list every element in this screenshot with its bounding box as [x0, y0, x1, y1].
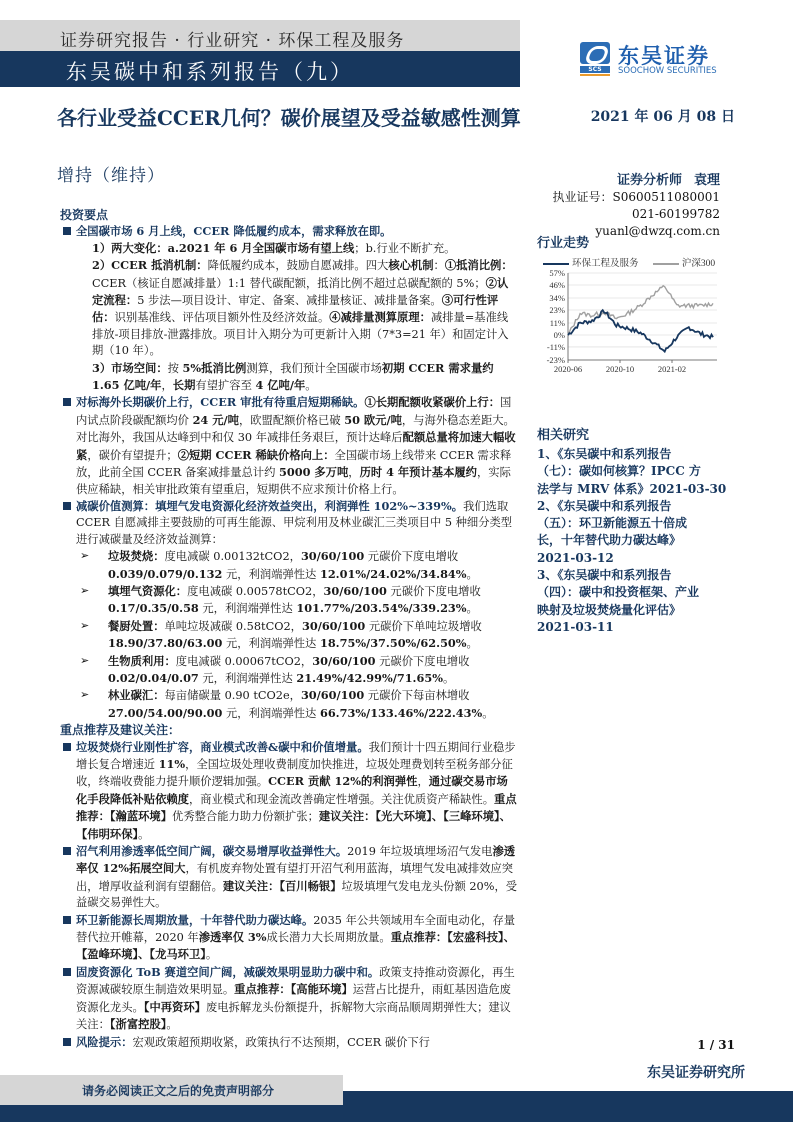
text-run: ： — [433, 259, 445, 273]
text-run: ；b.行业不断扩充。 — [354, 241, 456, 255]
recommend-point-1 — [60, 739, 518, 843]
text-run: 2）CCER 抵消机制： — [92, 258, 208, 273]
text-run: 4 亿吨/年 — [255, 378, 306, 393]
text-run: 66.73%/133.46%/222.43% — [319, 705, 483, 720]
risk-warning — [60, 1034, 518, 1051]
calc-item-forestry-carbon — [60, 687, 518, 722]
logo-en: SOOCHOW SECURITIES — [618, 66, 717, 76]
text-run: 30/60/100 — [300, 549, 365, 564]
text-run: ③可行性评估： — [92, 293, 499, 325]
text-run: 政策支持推动资源化，再生资源减碳较原生制造效果明显。 — [76, 965, 515, 997]
text-run — [76, 360, 518, 395]
text-run: 渗透率仅 3% — [198, 930, 267, 945]
legend-industry: 环保工程及服务 — [572, 259, 639, 269]
text-run: 元，利润端弹性达 — [222, 706, 320, 720]
text-run: 垃圾焚烧： — [108, 549, 165, 564]
footer-blue-bar-left — [0, 1105, 343, 1122]
text-run: 1）两大变化：a.2021 年 6 月全国碳市场有望上线 — [92, 240, 355, 255]
report-date: 2021 年 06 月 08 日 — [590, 109, 735, 125]
text-run: 元，利润端弹性达 — [222, 637, 320, 651]
text-run: 运营占比提升，雨虹基因造危废资源化龙头。 — [76, 983, 511, 1014]
logo-cn: 东吴证券 — [618, 44, 710, 68]
text-run: 30/60/100 — [301, 618, 366, 633]
trend-heading: 行业走势 — [537, 236, 590, 251]
text-run: 重点推荐：【瀚蓝环境】 — [76, 791, 517, 824]
text-run: 对标海外长期碳价上行，CCER 审批有待重启短期稀缺。 — [76, 395, 365, 410]
text-run: 国内试点阶段碳配额均价 — [76, 396, 512, 427]
related-report-line: 2021-03-12 — [537, 550, 614, 565]
text-run: 0.02/0.04/0.07 — [108, 670, 199, 685]
text-run: 5%抵消比例 — [182, 360, 247, 375]
text-run: 度电减碳 0.00132tCO2， — [164, 550, 301, 564]
text-run: 沼气利用渗透率低空间广阔，碳交易增厚收益弹性大。 — [76, 844, 348, 859]
text-run: 生物质利用： — [108, 653, 176, 668]
analyst-role: 证券分析师 — [616, 173, 682, 188]
text-run: ，欧盟配额价格已破 — [238, 413, 345, 427]
text-run: 建议关注：【百川畅银】 — [222, 878, 342, 893]
calc-item-waste-incineration — [60, 548, 518, 583]
text-run: 单吨垃圾减碳 0.58tCO2， — [164, 619, 302, 633]
text-run: 测算，我们预计全国碳市场 — [246, 361, 382, 375]
text-run: 。 — [466, 567, 478, 581]
text-run: 全国碳市场上线带来 CCER 需求释放，此前全国 CCER 备案减排量总计约 — [76, 448, 512, 480]
text-run: ，碳价有望提升； — [87, 448, 178, 462]
text-run: 渗透率仅 12%拓展空间大 — [76, 844, 516, 876]
text-run: 配额总量将加速大幅收紧 — [76, 430, 516, 462]
text-run: 度电减碳 0.00578tCO2， — [187, 584, 324, 598]
text-run: 18.90/37.80/63.00 — [108, 636, 223, 651]
investment-point-2 — [60, 394, 518, 497]
text-run: 50 欧元/吨 — [344, 412, 402, 427]
calc-item-landfill-gas — [60, 583, 518, 618]
related-report-line: 长，十年替代助力碳达峰》 — [537, 533, 682, 548]
text-run: ，实际供应稀缺，相关审批政策有望重启，短期供不应求预计价格上行。 — [76, 466, 511, 496]
related-report-line: 3、《东吴碳中和系列报告 — [537, 568, 672, 583]
text-run: ， — [417, 775, 429, 789]
analyst-info — [553, 172, 720, 240]
industry-trend-chart — [537, 255, 752, 375]
main-content — [60, 207, 518, 1051]
recommend-point-2 — [60, 843, 518, 912]
text-run: 餐厨处置： — [108, 618, 165, 633]
svg-text:0%: 0% — [553, 329, 565, 340]
svg-text:2021-02: 2021-02 — [657, 364, 687, 374]
text-run — [76, 257, 518, 359]
text-run: 。 — [305, 379, 317, 393]
calc-item-kitchen-waste — [60, 618, 518, 653]
header-category-bar — [0, 20, 520, 51]
svg-text:46%: 46% — [549, 279, 565, 290]
text-run: 。 — [442, 671, 455, 685]
text-run: 成长潜力大长周期放量。 — [266, 931, 391, 945]
text-run: 27.00/54.00/90.00 — [108, 705, 223, 720]
text-run: 【中再资环】 — [143, 999, 206, 1014]
text-run: 元，利润端弹性达 — [198, 602, 297, 616]
text-run: ①长期配额收紧碳价上行： — [364, 395, 501, 410]
text-run: 每亩储碳量 0.90 tCO2e， — [164, 689, 301, 703]
text-run: 元，利润端弹性达 — [222, 567, 320, 581]
svg-text:-11%: -11% — [546, 341, 565, 352]
investment-point-3 — [60, 498, 518, 548]
institute-name: 东吴证券研究所 — [647, 1065, 745, 1081]
text-run: 重点推荐：【宏盛科技】、【盈峰环境】、【龙马环卫】 — [76, 930, 515, 962]
related-report-line: （四）：碳中和投资框架、产业 — [537, 585, 700, 600]
related-heading: 相关研究 — [537, 428, 590, 443]
text-run: 度电减碳 0.00067tCO2， — [175, 654, 313, 668]
header-series: 东吴碳中和系列报告（九） — [66, 60, 354, 84]
chart-legend — [543, 255, 715, 269]
recommend-point-4 — [60, 964, 518, 1034]
footer-blue-bar — [343, 1091, 793, 1122]
text-run: 【浙富控股】 — [109, 1017, 167, 1032]
header-category: 证券研究报告 · 行业研究 · 环保工程及服务 — [60, 31, 405, 51]
text-run: 3）市场空间： — [92, 360, 168, 375]
text-run: 5000 多万吨 — [278, 465, 349, 480]
text-run: 。 — [138, 827, 150, 841]
text-run: 2035 年公共领域用车全面电动化，存量替代拉开帷幕，2020 年 — [76, 913, 516, 945]
svg-text:57%: 57% — [549, 269, 565, 278]
text-run: 30/60/100 — [300, 688, 365, 703]
text-run: 减排量=基准线排放-项目排放-泄露排放。项目计入期分为可更新计入期（7*3=21 年）和固定计入期（10 年）。 — [92, 311, 509, 358]
text-run: 0.17/0.35/0.58 — [108, 601, 199, 616]
text-run: 元碳价下单吨垃圾增收 — [365, 619, 482, 633]
text-run: 固废资源化 ToB 赛道空间广阔，减碳效果明显助力碳中和。 — [76, 964, 380, 979]
text-run: 废电拆解龙头份额提升，拆解物大宗商品顺周期弹性大；建议关注： — [76, 1000, 511, 1032]
text-run: 风险提示： — [76, 1034, 133, 1049]
text-run: ， — [161, 379, 173, 393]
legend-swatch-industry — [543, 263, 569, 265]
text-run: 2019 年垃圾填埋场沼气发电 — [347, 845, 493, 859]
related-report-line: 映射及垃圾焚烧量化评估》 — [537, 602, 682, 617]
text-run: 识别基准线、评估项目额外性及经济效益。 — [114, 311, 330, 325]
text-run: 11% — [158, 757, 186, 771]
investment-point-1 — [60, 223, 518, 394]
text-run: 通过碳交易市场化手段降低补贴依赖度 — [76, 774, 508, 806]
text-run: 30/60/100 — [312, 653, 376, 668]
svg-text:23%: 23% — [549, 304, 565, 315]
text-run: 长期 — [172, 378, 196, 393]
svg-text:34%: 34% — [549, 293, 565, 304]
related-report-line: （五）：环卫新能源五十倍成 — [537, 516, 688, 531]
text-run: 减碳价值测算：填埋气发电资源化经济效益突出，利润弹性 102%~339%。 — [76, 498, 464, 513]
legend-swatch-csi300 — [653, 263, 679, 265]
text-run: 林业碳汇： — [108, 688, 165, 703]
investment-heading: 投资要点 — [60, 208, 109, 222]
point-title: 全国碳市场 6 月上线，CCER 降低履约成本，需求释放在即。 — [76, 224, 392, 239]
related-report-2[interactable] — [537, 498, 747, 567]
text-run: ④减排量测算原理： — [329, 310, 431, 325]
text-run: 元，利润端弹性达 — [198, 671, 297, 685]
footer-disclaimer-bar — [0, 1075, 343, 1105]
text-run: 元碳价下度电增收 — [386, 584, 481, 598]
text-run: ，全国垃圾处理收费制度加快推进，垃圾处理费划转至税务部分征收，终端收费能力提升顺价逻辑加强。 — [76, 758, 513, 789]
text-run: 我们选取 CCER 自愿减排主要鼓励的可再生能源、甲烷利用及林业碳汇三类项目中 5 种细分类型进行减碳量及经济效益测算： — [76, 499, 513, 546]
related-report-line: 法学与 MRV 体系》2021-03-30 — [537, 481, 727, 496]
related-research-list — [537, 446, 747, 636]
analyst-email[interactable]: yuanl@dwzq.com.cn — [595, 224, 720, 238]
analyst-phone: 021-60199782 — [631, 207, 720, 221]
related-report-line: 2021-03-11 — [537, 619, 614, 634]
text-run: 按 — [167, 361, 183, 375]
text-run: 填埋气资源化： — [108, 583, 188, 598]
analyst-license: 执业证号：S0600511080001 — [552, 190, 720, 204]
related-report-1[interactable] — [537, 446, 747, 498]
text-run: CCER 贡献 12%的利润弹性 — [268, 774, 418, 789]
header-series-bar — [0, 51, 520, 87]
logo-mark-icon — [580, 42, 610, 64]
company-logo — [580, 40, 740, 80]
text-run: 核心机制 — [388, 258, 434, 273]
svg-text:-23%: -23% — [546, 355, 565, 365]
text-run: 24 元/吨 — [192, 412, 239, 427]
text-run: ②认定流程： — [92, 275, 509, 308]
text-run: 。 — [166, 1018, 178, 1032]
text-run: ，与海外稳态差距大。对比海外，我国从达峰到中和仅 30 年减排任务艰巨，预计达峰后 — [76, 413, 515, 445]
logo-scs: SCS — [580, 66, 610, 73]
text-run: CCER（核证自愿减排量）1:1 替代碳配额，抵消比例不超过总碳配额的 5%； — [92, 276, 486, 290]
text-run: 30/60/100 — [323, 583, 387, 598]
related-report-3[interactable] — [537, 567, 747, 636]
related-report-line: 2、《东吴碳中和系列报告 — [537, 498, 672, 513]
text-run: 环卫新能源长周期放量，十年替代助力碳达峰。 — [76, 912, 314, 927]
text-run — [76, 240, 518, 257]
text-run: 。 — [466, 602, 478, 616]
text-run: ， — [348, 466, 360, 480]
recommend-point-3 — [60, 912, 518, 964]
chart-plot — [537, 269, 752, 379]
text-run: 。 — [466, 637, 478, 651]
text-run: ①抵消比例： — [444, 258, 513, 273]
related-report-line: 1、《东吴碳中和系列报告 — [537, 447, 672, 461]
report-rating: 增持（维持） — [57, 166, 165, 186]
text-run: 。 — [482, 706, 494, 720]
text-run: 降低履约成本，鼓励自愿减排。四大 — [207, 259, 389, 273]
text-run: ，有机废弃物处置有望打开沼气利用蓝海，填埋气发电减排效应突出，增厚收益利润有望翻倍。 — [76, 862, 514, 893]
text-run: 元碳价下度电增收 — [375, 654, 470, 668]
text-run: 垃圾焚烧行业刚性扩容，商业模式改善&碳中和价值增量。 — [76, 739, 369, 754]
svg-text:11%: 11% — [549, 318, 565, 329]
page-number: 1 / 31 — [697, 1038, 735, 1052]
related-report-line: （七）：碳如何核算？IPCC 方 — [537, 464, 701, 479]
footer-disclaimer: 请务必阅读正文之后的免责声明部分 — [82, 1084, 275, 1098]
text-run: 12.01%/24.02%/34.84% — [319, 566, 467, 581]
text-run: 宏观政策超预期收紧，政策执行不达预期，CCER 碳价下行 — [132, 1035, 430, 1049]
text-run: 21.49%/42.99%/71.65% — [296, 670, 443, 685]
recommend-heading: 重点推荐及建议关注： — [60, 723, 181, 738]
text-run: 元碳价下每亩林增收 — [364, 689, 470, 703]
text-run: ，商业模式和现金流改善确定性增强。关注优质资产稀缺性。 — [188, 792, 495, 806]
text-run: 元碳价下度电增收 — [364, 550, 459, 564]
text-run: 有望扩容至 — [195, 379, 256, 393]
text-run: 重点推荐：【高能环境】 — [234, 982, 353, 997]
text-run: 历时 4 年预计基本履约 — [359, 465, 477, 480]
text-run: 初期 CCER 需求量约 1.65 亿吨/年 — [92, 360, 494, 393]
text-run: 0.039/0.079/0.132 — [108, 566, 223, 581]
legend-csi300: 沪深300 — [681, 259, 716, 269]
text-run: 18.75%/37.50%/62.50% — [319, 636, 467, 651]
text-run: 优秀整合能力助力份额扩张； — [172, 810, 319, 824]
svg-text:2020-10: 2020-10 — [605, 364, 635, 374]
text-run: 101.77%/203.54%/339.23% — [296, 601, 467, 616]
text-run: 建议关注：【光大环境】、【三峰环境】、【伟明环保】 — [76, 809, 511, 841]
text-run: ②短期 CCER 稀缺价格向上： — [177, 447, 335, 462]
text-run: 。 — [205, 948, 218, 962]
text-run: 垃圾填埋气发电龙头份额 20%，受益碳交易弹性大。 — [76, 879, 518, 910]
calc-item-biomass — [60, 653, 518, 688]
svg-text:2020-06: 2020-06 — [553, 364, 583, 374]
report-title: 各行业受益CCER几何？碳价展望及受益敏感性测算 — [57, 106, 521, 130]
logo-accent-bar — [580, 74, 610, 76]
text-run: 5 步法—项目设计、审定、备案、减排量核证、减排量备案。 — [137, 294, 442, 308]
text-run: 我们预计十四五期间行业稳步增长复合增速近 — [76, 740, 516, 771]
analyst-name: 袁理 — [693, 173, 720, 188]
